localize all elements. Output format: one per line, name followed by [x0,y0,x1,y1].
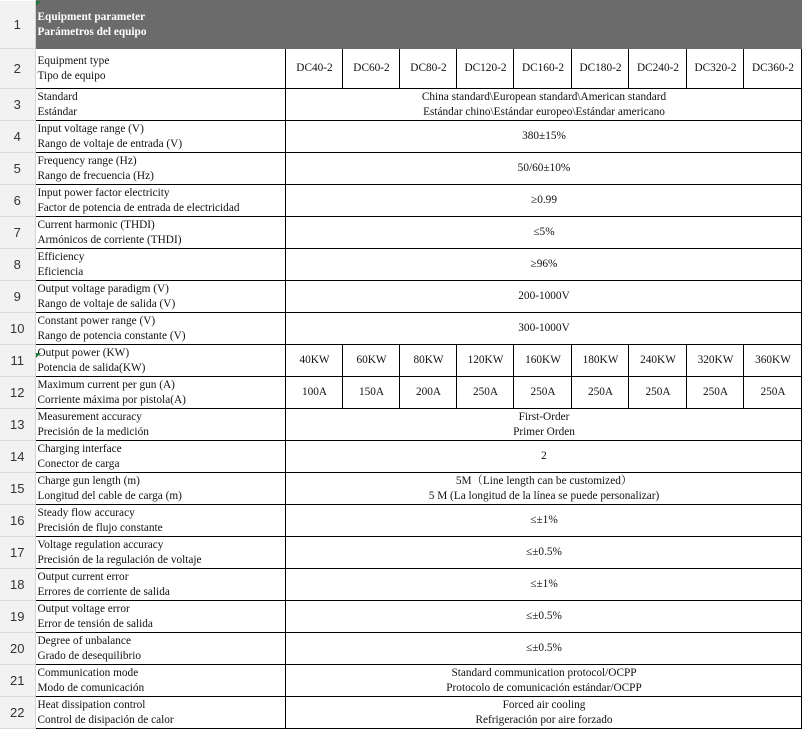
label-line-1: Output voltage error [37,602,130,615]
value-cell[interactable]: 250A [628,377,686,409]
label-line-2: Precisión de flujo constante [37,521,163,534]
row-header[interactable]: 3 [0,89,35,121]
value-line-1: ≤±0.5% [526,610,562,622]
value-cell[interactable]: DC320-2 [686,49,743,89]
value-line-2: 5 M (La longitud de la línea se puede personalizar) [428,489,660,502]
value-cell[interactable]: DC240-2 [628,49,686,89]
label-line-2: Error de tensión de salida [37,617,153,630]
value-line-2: Estándar chino\Estándar europeo\Estándar americano [423,105,665,118]
label-line-2: Errores de corriente de salida [37,585,170,598]
table-row [0,409,801,441]
label-line-1: Voltage regulation accuracy [37,538,164,551]
parameter-label-cell[interactable] [35,505,285,537]
value-cell[interactable]: 250A [686,377,743,409]
table-row [0,697,801,729]
label-line-1: Current harmonic (THDI) [37,218,155,231]
merged-value-cell[interactable] [285,473,801,505]
row-header[interactable]: 10 [0,313,35,345]
parameter-label-cell[interactable] [35,537,285,569]
parameter-label-cell[interactable] [35,185,285,217]
label-line-2: Armónicos de corriente (THDI) [37,233,182,246]
label-line-1: Maximum current per gun (A) [37,378,175,391]
value-line-1: ≤±0.5% [526,642,562,654]
value-line-1: 380±15% [522,130,566,142]
parameter-label-cell[interactable] [35,49,285,89]
label-line-1: Efficiency [37,250,85,263]
merged-value-cell[interactable] [285,153,801,185]
value-cell[interactable]: 360KW [743,345,801,377]
table-row [0,377,801,409]
row-header[interactable]: 22 [0,697,35,729]
value-cell[interactable]: DC80-2 [399,49,456,89]
row-header[interactable]: 7 [0,217,35,249]
value-cell[interactable]: DC120-2 [456,49,513,89]
merged-value-cell[interactable] [285,505,801,537]
table-row [0,313,801,345]
label-line-2: Control de disipación de calor [37,713,174,726]
value-cell[interactable]: 200A [399,377,456,409]
value-line-2: Refrigeración por aire forzado [475,713,613,726]
table-row [0,281,801,313]
parameter-label-cell[interactable] [35,633,285,665]
parameter-label-cell[interactable] [35,345,285,377]
table-row [0,185,801,217]
table-row [0,249,801,281]
value-line-1: ≤5% [533,226,555,238]
table-row [0,345,801,377]
label-line-1: Input power factor electricity [37,186,170,199]
value-line-1: Forced air cooling [502,698,586,711]
label-line-2: Modo de comunicación [37,681,145,694]
table-row [0,537,801,569]
row-header[interactable]: 13 [0,409,35,441]
value-cell[interactable]: 250A [513,377,571,409]
value-cell[interactable]: 120KW [456,345,513,377]
label-line-1: Constant power range (V) [37,314,156,327]
merged-value-cell[interactable] [285,537,801,569]
row-header[interactable]: 5 [0,153,35,185]
merged-value-cell[interactable] [285,185,801,217]
value-cell[interactable]: 80KW [399,345,456,377]
label-line-1: Charge gun length (m) [37,474,140,487]
label-line-2: Rango de frecuencia (Hz) [37,169,154,182]
value-cell[interactable]: DC180-2 [571,49,628,89]
table-row [0,49,801,89]
merged-value-cell[interactable] [285,697,801,729]
label-line-2: Corriente máxima por pistola(A) [37,393,186,406]
value-cell[interactable]: 180KW [571,345,628,377]
value-line-1: First-Order [518,410,570,423]
label-line-1: Communication mode [37,666,139,679]
label-line-2: Parámetros del equipo [37,25,147,38]
parameter-label-cell[interactable] [35,377,285,409]
label-line-1: Standard [37,90,78,103]
parameter-label-cell[interactable] [35,153,285,185]
parameter-label-cell[interactable] [35,601,285,633]
parameter-label-cell[interactable] [35,217,285,249]
value-line-2: Primer Orden [513,425,575,438]
value-cell[interactable]: DC40-2 [285,49,342,89]
table-row [0,601,801,633]
value-line-1: ≤±1% [530,514,558,526]
label-line-2: Conector de carga [37,457,120,470]
label-line-1: Input voltage range (V) [37,122,144,135]
row-header[interactable]: 12 [0,377,35,409]
row-header[interactable]: 19 [0,601,35,633]
label-line-1: Degree of unbalance [37,634,131,647]
parameter-label-cell[interactable] [35,121,285,153]
label-line-2: Rango de voltaje de entrada (V) [37,137,183,150]
value-cell[interactable]: 320KW [686,345,743,377]
value-line-1: ≤±0.5% [526,546,562,558]
value-line-1: ≤±1% [530,578,558,590]
table-row [0,441,801,473]
row-header[interactable]: 9 [0,281,35,313]
row-header[interactable]: 15 [0,473,35,505]
merged-value-cell[interactable] [285,281,801,313]
label-line-2: Precisión de la regulación de voltaje [37,553,202,566]
table-row [0,505,801,537]
label-line-1: Equipment parameter [37,10,146,23]
merged-value-cell[interactable] [285,89,801,121]
row-header[interactable]: 8 [0,249,35,281]
parameter-label-cell[interactable] [35,473,285,505]
value-cell[interactable]: 240KW [628,345,686,377]
row-header[interactable]: 2 [0,49,35,89]
row-header[interactable]: 4 [0,121,35,153]
parameter-label-cell[interactable] [35,665,285,697]
label-line-2: Tipo de equipo [37,69,106,82]
label-line-2: Factor de potencia de entrada de electricidad [37,201,240,214]
value-cell[interactable]: 60KW [342,345,399,377]
label-line-2: Potencia de salida(KW) [37,361,146,374]
table-row [0,153,801,185]
value-cell[interactable]: 250A [743,377,801,409]
value-line-1: China standard\European standard\American standard [421,90,667,103]
value-cell[interactable]: DC360-2 [743,49,801,89]
label-line-1: Output voltage paradigm (V) [37,282,169,295]
table-row [0,1,801,49]
label-line-2: Grado de desequilibrio [37,649,142,662]
value-cell[interactable]: 40KW [285,345,342,377]
parameter-label-cell[interactable] [35,409,285,441]
row-header[interactable]: 6 [0,185,35,217]
table-row [0,217,801,249]
parameter-label-cell[interactable] [35,569,285,601]
row-header[interactable]: 21 [0,665,35,697]
value-line-2: Protocolo de comunicación estándar/OCPP [446,681,642,694]
value-line-1: Standard communication protocol/OCPP [451,666,637,679]
label-line-1: Output power (KW) [37,346,130,359]
table-row [0,121,801,153]
parameter-label-cell[interactable] [35,697,285,729]
value-line-1: 5M（Line length can be customized） [455,474,633,487]
label-line-1: Output current error [37,570,129,583]
label-line-2: Precisión de la medición [37,425,149,438]
row-header[interactable]: 20 [0,633,35,665]
row-header[interactable]: 1 [0,1,35,49]
value-cell[interactable]: DC60-2 [342,49,399,89]
row-header[interactable]: 11 [0,345,35,377]
merged-value-cell[interactable] [285,441,801,473]
cell-indicator-mark [36,1,41,6]
row-header[interactable]: 16 [0,505,35,537]
parameter-label-cell[interactable] [35,249,285,281]
label-line-1: Heat dissipation control [37,698,146,711]
parameter-label-cell[interactable] [35,89,285,121]
table-row [0,569,801,601]
merged-value-cell[interactable] [285,217,801,249]
value-line-1: ≥96% [530,258,558,270]
label-line-2: Longitud del cable de carga (m) [37,489,182,502]
header-fill-cell[interactable] [285,1,801,49]
row-header[interactable]: 14 [0,441,35,473]
table-row [0,633,801,665]
value-cell[interactable]: 160KW [513,345,571,377]
table-row [0,89,801,121]
section-header-cell[interactable] [35,1,285,49]
label-line-2: Eficiencia [37,265,84,278]
row-header[interactable]: 18 [0,569,35,601]
merged-value-cell[interactable] [285,409,801,441]
cell-indicator-mark [36,353,41,358]
merged-value-cell[interactable] [285,665,801,697]
parameter-label-cell[interactable] [35,441,285,473]
row-header[interactable]: 17 [0,537,35,569]
merged-value-cell[interactable] [285,121,801,153]
label-line-1: Steady flow accuracy [37,506,135,519]
merged-value-cell[interactable] [285,601,801,633]
parameter-label-cell[interactable] [35,281,285,313]
parameter-label-cell[interactable] [35,313,285,345]
label-line-1: Charging interface [37,442,122,455]
merged-value-cell[interactable] [285,313,801,345]
label-line-2: Estándar [37,105,78,118]
value-cell[interactable]: 250A [456,377,513,409]
value-cell[interactable]: 150A [342,377,399,409]
value-line-1: ≥0.99 [531,194,557,206]
value-cell[interactable]: 100A [285,377,342,409]
value-cell[interactable]: DC160-2 [513,49,571,89]
label-line-2: Rango de voltaje de salida (V) [37,297,176,310]
table-row [0,473,801,505]
merged-value-cell[interactable] [285,633,801,665]
value-line-1: 2 [541,450,547,462]
label-line-1: Frequency range (Hz) [37,154,137,167]
merged-value-cell[interactable] [285,569,801,601]
value-line-1: 300-1000V [518,322,570,334]
label-line-2: Rango de potencia constante (V) [37,329,186,342]
merged-value-cell[interactable] [285,249,801,281]
label-line-1: Measurement accuracy [37,410,142,423]
table-row [0,665,801,697]
value-line-1: 50/60±10% [517,162,571,174]
label-line-1: Equipment type [37,54,110,67]
value-line-1: 200-1000V [518,290,570,302]
value-cell[interactable]: 250A [571,377,628,409]
